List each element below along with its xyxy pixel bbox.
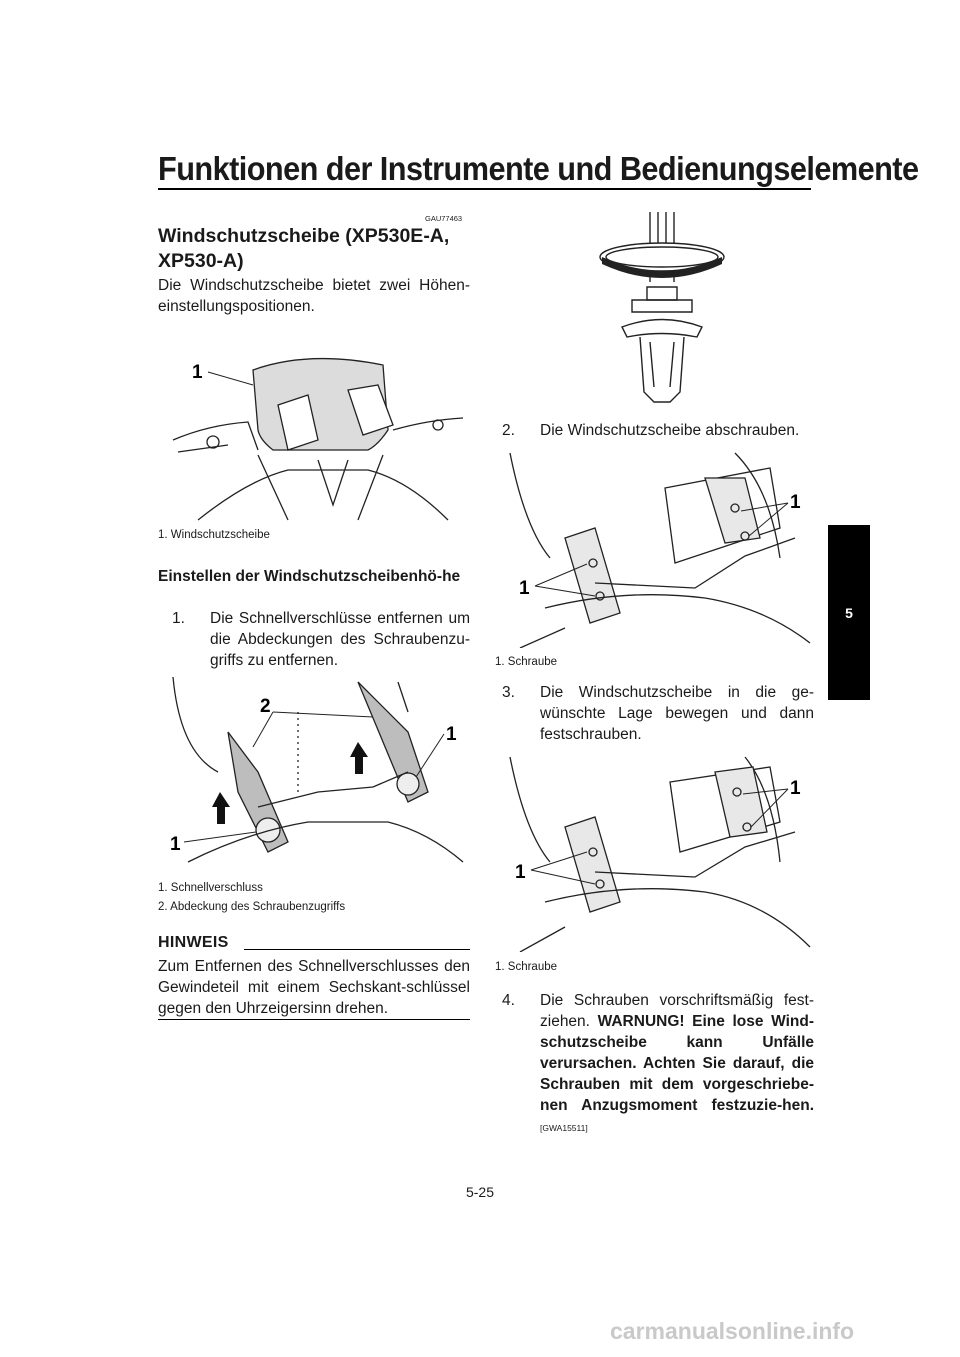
note-text: Zum Entfernen des Schnellverschlusses den Gewindeteil mit einem Sechskant-schlüssel gegen den Uhrzeigersinn drehen.: [158, 958, 470, 1017]
section-intro: Die Windschutzscheibe bietet zwei Höhen-einstellungspositionen.: [158, 277, 470, 315]
page-number: 5-25: [465, 1184, 495, 1200]
page-header-title: Funktionen der Instrumente und Bedienungselemente: [158, 150, 919, 187]
figure2-caption-2: 2. Abdeckung des Schraubenzugriffs: [158, 901, 346, 913]
step-4-warning-code: [GWA15511]: [540, 1123, 588, 1133]
note-end-rule: [158, 1019, 470, 1020]
figure-windshield: [168, 330, 468, 522]
step-2-text: Die Windschutzscheibe abschrauben.: [540, 422, 800, 439]
note-header: [158, 934, 470, 956]
figure3-caption: 1. Schraube: [495, 656, 558, 668]
figure2-caption-1: 1. Schnellverschluss: [158, 882, 263, 894]
figure1-callout: 1: [192, 362, 203, 383]
adjust-title: Einstellen der Windschutzscheibenhö-he: [158, 568, 461, 585]
section-title: Windschutzscheibe (XP530E-A, XP530-A): [158, 225, 450, 272]
figure1-caption: 1. Windschutzscheibe: [158, 529, 270, 541]
figure3-callout-left: 1: [519, 578, 530, 599]
step-3: [502, 682, 814, 745]
figure-screws-unscrew: [505, 448, 815, 648]
figure4-callout-left: 1: [515, 862, 526, 883]
step-3-text: Die Windschutzscheibe in die ge-wünschte Lage bewegen und dann festschrauben.: [540, 684, 814, 743]
step-1: [172, 608, 470, 671]
step-4-text: Die Schrauben vorschriftsmäßig fest-ziehen.: [540, 992, 814, 1030]
header-rule: [158, 188, 811, 190]
section-code: GAU77463: [425, 214, 463, 223]
figure4-callout-right: 1: [790, 778, 801, 799]
figure3-callout-right: 1: [790, 492, 801, 513]
watermark: carmanualsonline.info: [610, 1318, 855, 1344]
figure-screws-tighten: [505, 752, 815, 952]
step-2: [502, 420, 814, 441]
figure2-callout-1a: 1: [446, 724, 457, 745]
chapter-tab: 5: [828, 525, 870, 700]
step-1-text: Die Schnellverschlüsse entfernen um die Abdeckungen des Schraubenzu-griffs zu entfernen.: [210, 610, 470, 669]
step-2-number: 2.: [502, 422, 515, 439]
note-label: HINWEIS: [158, 934, 229, 951]
figure-quick-fastener: [592, 212, 732, 412]
figure2-callout-1b: 1: [170, 834, 181, 855]
step-3-number: 3.: [502, 684, 515, 701]
figure2-callout-2: 2: [260, 696, 271, 717]
figure4-caption: 1. Schraube: [495, 961, 558, 973]
step-4: [502, 990, 814, 1139]
figure-screw-covers: [168, 672, 468, 874]
step-4-number: 4.: [502, 992, 515, 1009]
step-1-number: 1.: [172, 610, 185, 627]
step-4-body: [540, 990, 814, 1139]
note-header-rule: [244, 949, 470, 950]
step-4-warning: WARNUNG! Eine lose Wind-schutzscheibe kann Unfälle verursachen. Achten Sie darauf, die Schrauben mit dem vorgeschriebe-nen Anzugsmoment festzuzie-hen.: [540, 1013, 814, 1114]
